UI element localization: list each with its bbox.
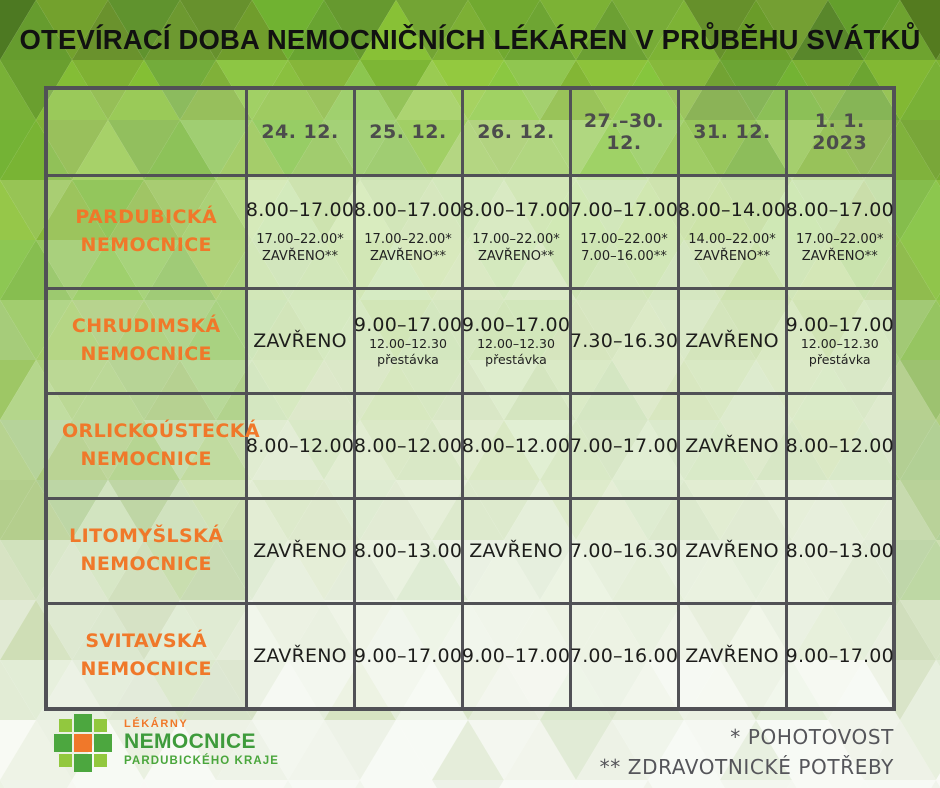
column-header: 27.–30. 12. [570,88,678,176]
hours-cell [678,604,786,710]
hours-main: 8.00–17.00 [785,198,894,221]
hours-cell [570,176,678,289]
hours-main: 8.00–14.00 [677,198,787,221]
hours-cell-content [353,435,463,457]
hours-cell-content [461,435,571,457]
hours-cell-content [682,435,783,457]
hours-note: 12.00–12.30 [477,336,555,352]
table-row [46,604,894,710]
table-row [46,499,894,604]
hours-cell [570,604,678,710]
logo-square [59,719,72,732]
page-title: OTEVÍRACÍ DOBA NEMOCNIČNÍCH LÉKÁREN V PRŮBĚHU SVÁTKŮ [19,24,921,55]
hours-main: 8.00–17.00 [245,198,355,221]
hours-cell-content [466,540,567,562]
hours-main: 8.00–17.00 [353,198,463,221]
hours-cell-content [569,330,679,352]
hours-cell-content [250,645,351,667]
hours-cell-content [461,645,571,667]
hours-cell [786,499,894,604]
hours-note: 17.00–22.00* [472,231,560,247]
hours-main: 8.00–12.00 [245,435,355,457]
hours-main: ZAVŘENO [253,645,347,667]
hours-cell-content [785,314,894,367]
column-header: 31. 12. [678,88,786,176]
hours-cell-content [569,645,679,667]
hours-cell-content [785,435,894,457]
table-row [46,394,894,499]
hours-note: ZAVŘENO** [261,248,339,264]
hours-main: 9.00–17.00 [353,645,463,667]
hours-main: 8.00–13.00 [785,540,894,562]
hours-cell-content [250,540,351,562]
hours-cell-content [461,198,571,266]
hours-main: 9.00–17.00 [785,645,894,667]
hours-note: 17.00–22.00* [580,231,668,247]
opening-hours-table [44,86,896,711]
table-row [46,176,894,289]
hours-note: ZAVŘENO** [477,248,555,264]
hours-main: 8.00–12.00 [353,435,463,457]
hours-cell-content [250,330,351,352]
logo-text [124,719,279,768]
hours-main: ZAVŘENO [469,540,563,562]
logo-square [74,734,92,752]
hours-main: 8.00–12.00 [785,435,894,457]
table-head [46,88,894,176]
hours-note: přestávka [485,352,547,367]
hours-cell [570,289,678,394]
hours-note: 17.00–22.00* [364,231,452,247]
logo-square [59,754,72,767]
hours-main: 9.00–17.00 [461,314,571,337]
hours-main: ZAVŘENO [685,435,779,457]
hours-note: ZAVŘENO** [801,248,878,264]
hours-cell [786,394,894,499]
logo-line-nemocnice: NEMOCNICE [124,730,256,754]
hours-main: 7.30–16.30 [569,330,679,352]
hours-note: přestávka [377,352,439,367]
hours-note: ZAVŘENO** [693,248,771,264]
hours-cell-content [245,435,355,457]
hours-main: 7.00–16.30 [569,540,679,562]
logo-line-kraj: PARDUBICKÉHO KRAJE [124,755,280,768]
hours-cell [246,604,354,710]
table-body [46,176,894,710]
logo-line-lekarny: LÉKÁRNY [124,717,189,730]
hours-cell-content [677,198,787,266]
hours-cell [678,176,786,289]
hours-main: 7.00–17.00 [569,435,679,457]
hours-main: 8.00–13.00 [353,540,463,562]
hospital-name: SVITAVSKÁ NEMOCNICE [46,604,246,710]
logo-square [94,734,112,752]
hospital-name: CHRUDIMSKÁ NEMOCNICE [46,289,246,394]
hours-cell-content [353,540,463,562]
hours-main: 7.00–17.00 [569,198,679,221]
hours-main: 9.00–17.00 [461,645,571,667]
logo-square [74,754,92,772]
column-header: 24. 12. [246,88,354,176]
footnote-potreby: ** ZDRAVOTNICKÉ POTŘEBY [599,755,894,779]
hours-cell [678,394,786,499]
hours-cell-content [353,645,463,667]
hours-main: 7.00–16.00 [569,645,679,667]
hours-main: 8.00–17.00 [461,198,571,221]
hospital-name: ORLICKOÚSTECKÁ NEMOCNICE [46,394,246,499]
hours-note: přestávka [808,352,871,367]
hours-main: ZAVŘENO [685,540,779,562]
hours-cell [354,289,462,394]
hours-main: ZAVŘENO [685,330,779,352]
hours-main: 9.00–17.00 [785,314,894,337]
hours-cell-content [353,314,463,367]
hospital-name: PARDUBICKÁ NEMOCNICE [46,176,246,289]
hours-cell [354,176,462,289]
hours-main: 8.00–12.00 [461,435,571,457]
hours-cell-content [569,540,679,562]
column-header: 25. 12. [354,88,462,176]
hours-note: 7.00–16.00** [581,248,667,264]
column-header: 26. 12. [462,88,570,176]
hours-note: 17.00–22.00* [796,231,884,247]
hours-cell-content [785,198,894,266]
hours-main: ZAVŘENO [685,645,779,667]
hours-main: ZAVŘENO [253,540,347,562]
hours-cell [354,394,462,499]
hours-cell [246,289,354,394]
hours-cell-content [353,198,463,266]
hours-cell [678,289,786,394]
hours-cell-content [682,645,783,667]
corner-cell [46,88,246,176]
hours-note: 12.00–12.30 [369,336,447,352]
hours-cell [462,394,570,499]
logo-square [74,714,92,732]
hours-cell-content [569,435,679,457]
hours-cell [786,604,894,710]
hours-cell [786,176,894,289]
pharmacy-logo [54,714,279,772]
footnote-legend [600,722,894,782]
hours-cell [246,499,354,604]
table-row [46,289,894,394]
hours-note: 17.00–22.00* [256,231,344,247]
hours-cell [462,176,570,289]
hours-main: ZAVŘENO [253,330,347,352]
table-header-row [46,88,894,176]
hours-cell [246,394,354,499]
hours-cell-content [785,540,894,562]
hours-cell-content [245,198,355,266]
hours-cell-content [785,645,894,667]
hours-cell-content [569,198,679,266]
hours-cell [246,176,354,289]
logo-square [94,719,107,732]
hours-cell [354,499,462,604]
hours-cell [786,289,894,394]
hours-cell-content [461,314,571,367]
hours-main: 9.00–17.00 [353,314,463,337]
hospital-name: LITOMYŠLSKÁ NEMOCNICE [46,499,246,604]
hours-cell-content [682,540,783,562]
hours-cell [462,289,570,394]
logo-square [54,734,72,752]
hours-note: ZAVŘENO** [369,248,447,264]
hours-cell [570,499,678,604]
hours-note: 14.00–22.00* [688,231,776,247]
hours-cell [570,394,678,499]
column-header: 1. 1. 2023 [786,88,894,176]
hours-note: 12.00–12.30 [800,336,879,352]
hours-cell [462,499,570,604]
hours-cell [462,604,570,710]
pharmacy-cross-icon [54,714,112,772]
hours-cell-content [682,330,783,352]
hours-cell [678,499,786,604]
footnote-pohotovost: * POHOTOVOST [730,725,894,749]
hours-cell [354,604,462,710]
logo-square [94,754,107,767]
